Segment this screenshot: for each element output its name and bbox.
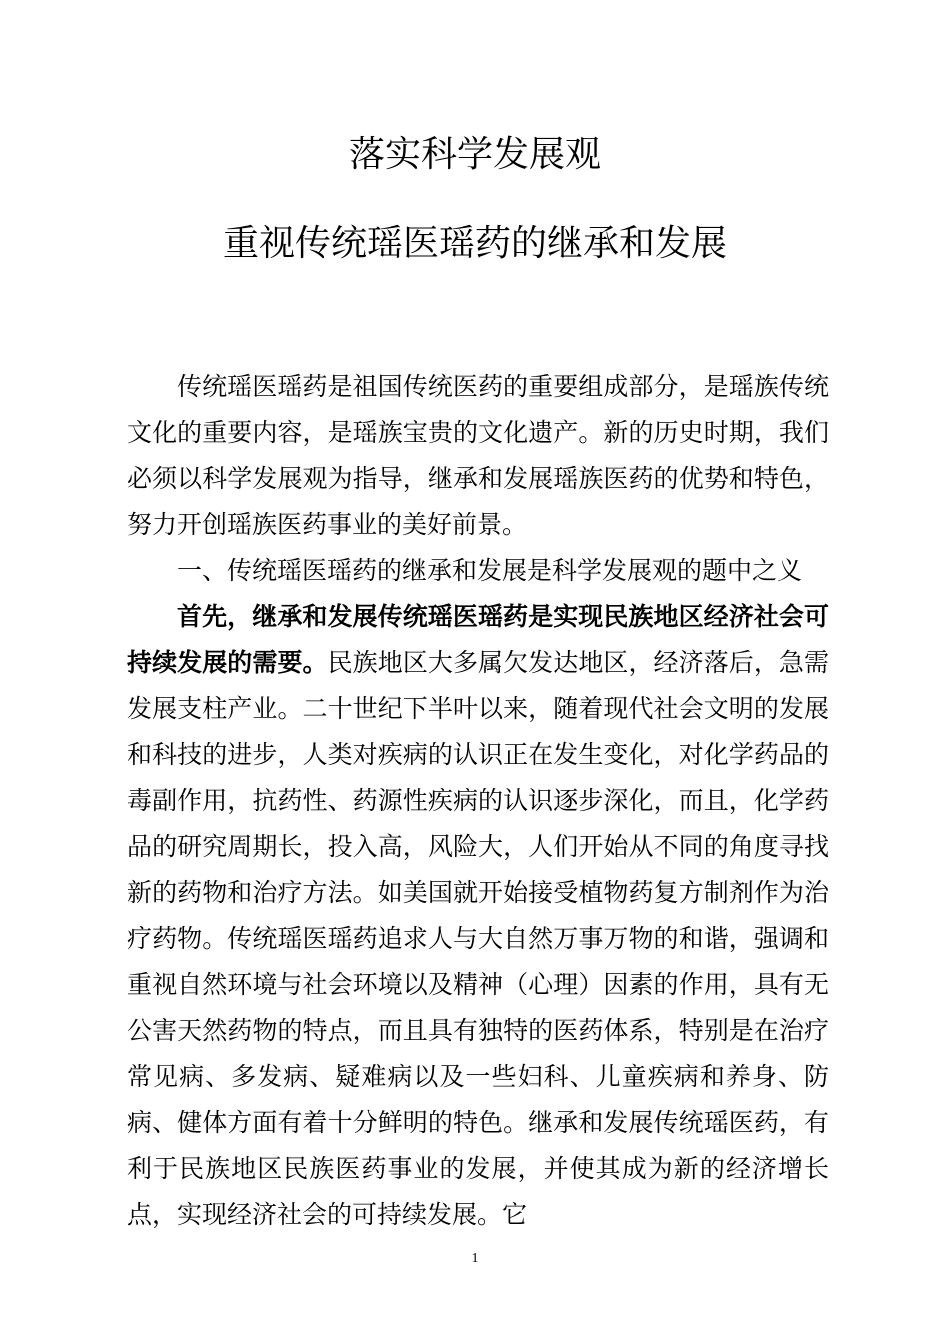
paragraph-lead-bold: 首先，继承和发展传统瑶医瑶药是实现民族地区经济社会可持续发展的需要。 xyxy=(127,602,829,677)
paragraph-body: 民族地区大多属欠发达地区，经济落后，急需发展支柱产业。二十世纪下半叶以来，随着现代社会文明的发展和科技的进步，人类对疾病的认识正在发生变化，对化学药品的毒副作用，抗药性、药源性疾病的认识逐步深化，而且，化学药品的研究周期长，投入高，风险大，人们开始从不同的角度寻找新的药物和治疗方法。如美国就开始接受植物药复方制剂作为治疗药物。传统瑶医瑶药追求人与大自然万事万物的和谐，强调和重视自然环境与社会环境以及精神（心理）因素的作用，具有无公害天然药物的特点，而且具有独特的医药体系，特别是在治疗常见病、多发病、疑难病以及一些妇科、儿童疾病和养身、防病、健体方面有着十分鲜明的特色。继承和发展传统瑶医药，有利于民族地区民族医药事业的发展，并使其成为新的经济增长点，实现经济社会的可持续发展。它 xyxy=(127,648,829,1229)
page-number: 1 xyxy=(471,1251,479,1266)
paragraph-first-point xyxy=(127,594,829,1238)
paragraph-intro: 传统瑶医瑶药是祖国传统医药的重要组成部分，是瑶族传统文化的重要内容，是瑶族宝贵的文化遗产。新的历史时期，我们必须以科学发展观为指导，继承和发展瑶族医药的优势和特色，努力开创瑶族医药事业的美好前景。 xyxy=(127,372,829,539)
document-body xyxy=(127,364,829,1238)
document-subtitle: 重视传统瑶医瑶药的继承和发展 xyxy=(222,223,727,264)
section-heading: 一、传统瑶医瑶药的继承和发展是科学发展观的题中之义 xyxy=(177,556,803,585)
document-title: 落实科学发展观 xyxy=(348,134,601,175)
